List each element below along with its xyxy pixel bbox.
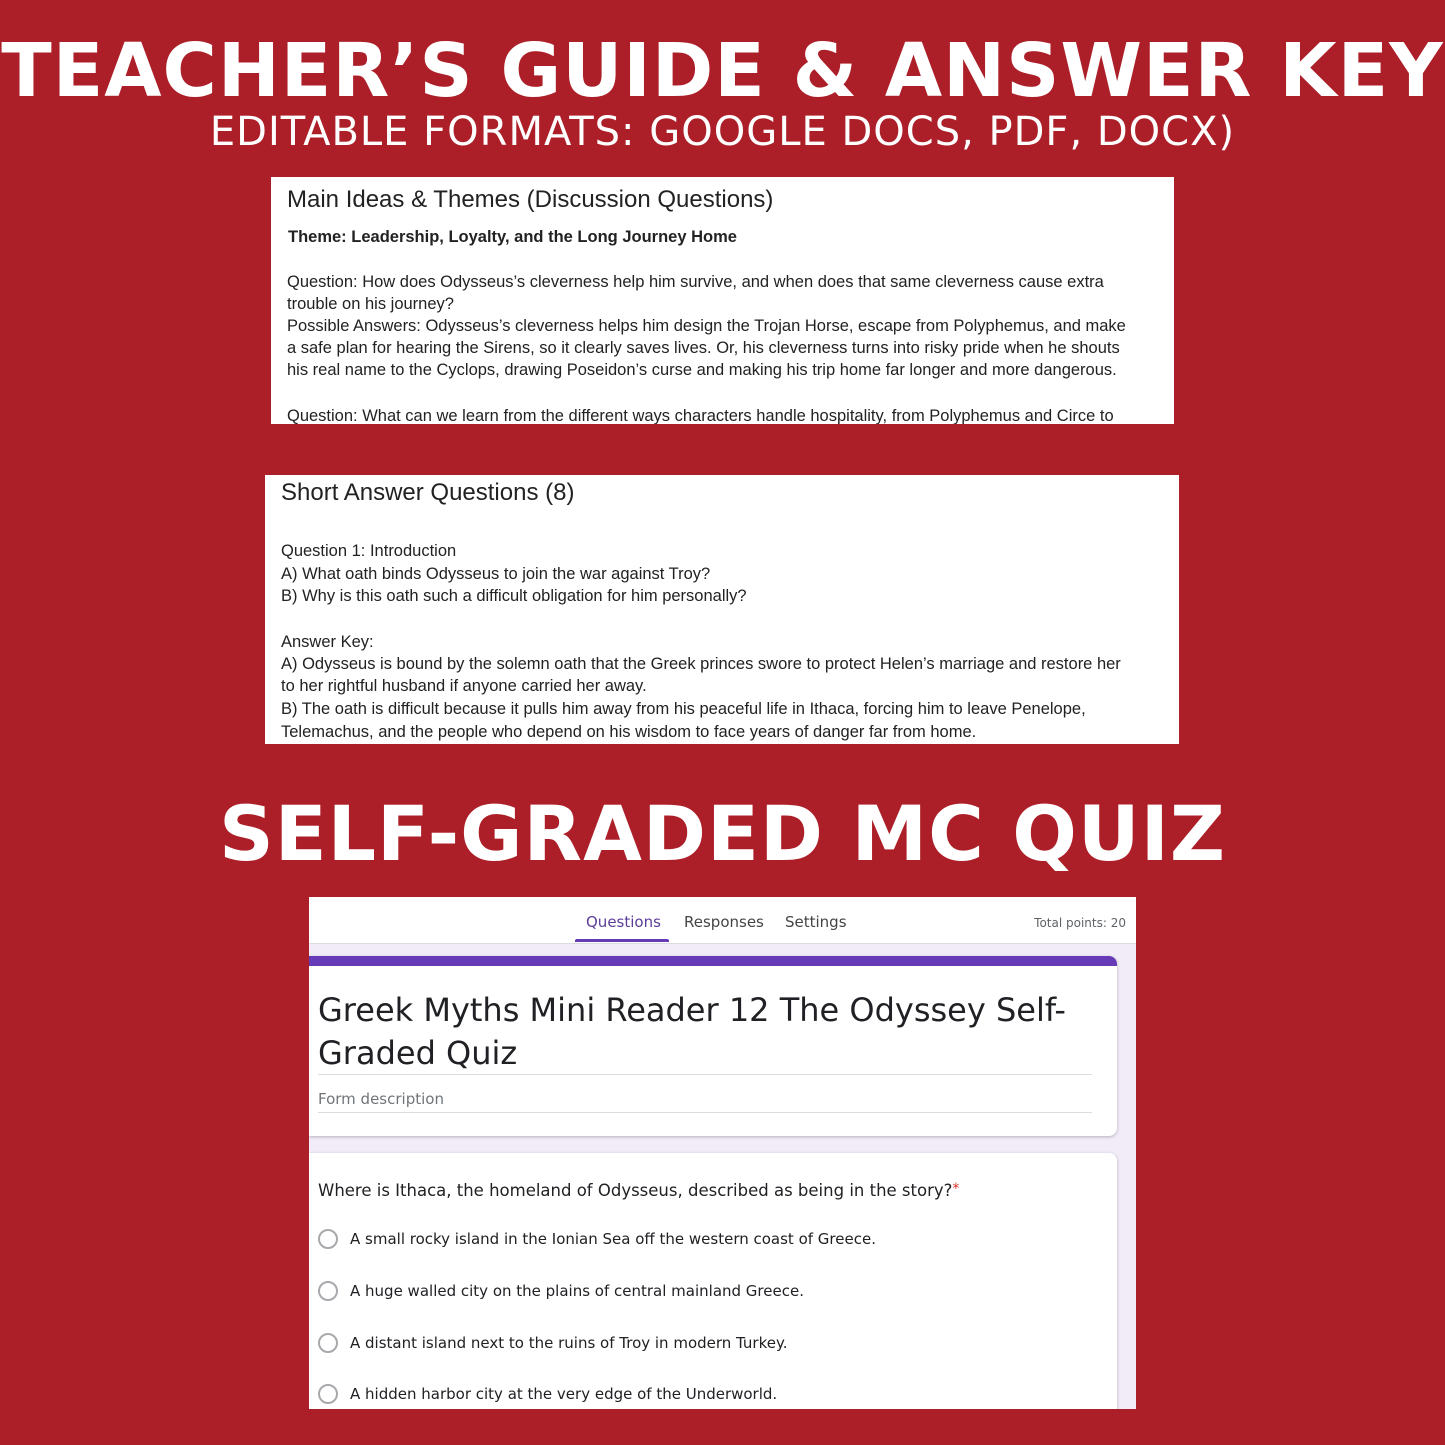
radio-button[interactable] — [318, 1281, 338, 1301]
question-card[interactable] — [309, 1153, 1117, 1409]
banner-title: TEACHER’S GUIDE & ANSWER KEY — [1, 28, 1444, 114]
doc-line: Possible Answers: Odysseus’s cleverness helps him design the Trojan Horse, escape from Polyphemus, and make — [287, 317, 1126, 335]
short-answer-heading: Short Answer Questions (8) — [281, 479, 575, 506]
scrollbar-track[interactable] — [1129, 956, 1136, 1409]
doc-line: Question 1: Introduction — [281, 542, 457, 560]
radio-button[interactable] — [318, 1333, 338, 1353]
option-label: A distant island next to the ruins of Troy in modern Turkey. — [350, 1334, 788, 1352]
form-accent-bar — [309, 956, 1117, 966]
banner-subtitle: EDITABLE FORMATS: GOOGLE DOCS, PDF, DOCX) — [209, 109, 1236, 155]
doc-line: A) Odysseus is bound by the solemn oath that the Greek princes swore to protect Helen’s marriage and restore her — [281, 655, 1121, 673]
title-divider — [318, 1074, 1092, 1075]
themes-document-panel — [271, 177, 1174, 424]
doc-line: A) What oath binds Odysseus to join the war against Troy? — [281, 565, 711, 583]
theme-line: Theme: Leadership, Loyalty, and the Long Journey Home — [288, 228, 737, 246]
tab-responses[interactable]: Responses — [684, 913, 764, 931]
option-label: A huge walled city on the plains of central mainland Greece. — [350, 1282, 804, 1300]
description-divider — [318, 1112, 1092, 1113]
short-answer-document-panel — [265, 475, 1179, 744]
doc-line: a safe plan for hearing the Sirens, so it clearly saves lives. Or, his cleverness turns into risky pride when he shouts — [287, 339, 1120, 357]
question-label: Where is Ithaca, the homeland of Odysseus, described as being in the story? — [318, 1181, 953, 1200]
required-marker: * — [952, 1181, 960, 1197]
active-tab-indicator — [575, 939, 669, 942]
themes-heading: Main Ideas & Themes (Discussion Questions) — [287, 186, 774, 213]
quiz-banner-title: SELF-GRADED MC QUIZ — [218, 789, 1227, 878]
doc-line: Question: How does Odysseus’s cleverness help him survive, and when does that same cleverness cause extra — [287, 273, 1104, 291]
doc-line: his real name to the Cyclops, drawing Poseidon’s curse and making his trip home far longer and more dangerous. — [287, 361, 1117, 379]
doc-line: trouble on his journey? — [287, 295, 454, 313]
doc-line: Question: What can we learn from the different ways characters handle hospitality, from Polyphemus and Circe to — [287, 407, 1114, 424]
form-title-card[interactable] — [309, 956, 1117, 1136]
total-points: Total points: 20 — [1034, 916, 1126, 930]
option-label: A hidden harbor city at the very edge of the Underworld. — [350, 1385, 778, 1403]
tab-questions[interactable]: Questions — [586, 913, 661, 931]
radio-button[interactable] — [318, 1229, 338, 1249]
doc-line: to her rightful husband if anyone carried her away. — [281, 677, 647, 695]
question-text — [318, 1181, 959, 1200]
google-form-editor — [309, 897, 1136, 1409]
doc-line: Telemachus, and the people who depend on his wisdom to face years of danger far from home. — [281, 723, 977, 741]
radio-button[interactable] — [318, 1384, 338, 1404]
doc-line: Answer Key: — [281, 633, 374, 651]
doc-line: B) Why is this oath such a difficult obligation for him personally? — [281, 587, 747, 605]
doc-line: B) The oath is difficult because it pulls him away from his peaceful life in Ithaca, forcing him to leave Penelope, — [281, 700, 1086, 718]
form-topbar — [309, 897, 1136, 944]
option-label: A small rocky island in the Ionian Sea off the western coast of Greece. — [350, 1230, 876, 1248]
form-title[interactable]: Greek Myths Mini Reader 12 The Odyssey Self-Graded Quiz — [318, 991, 1066, 1072]
form-description-field[interactable]: Form description — [318, 1090, 444, 1108]
tab-settings[interactable]: Settings — [785, 913, 847, 931]
